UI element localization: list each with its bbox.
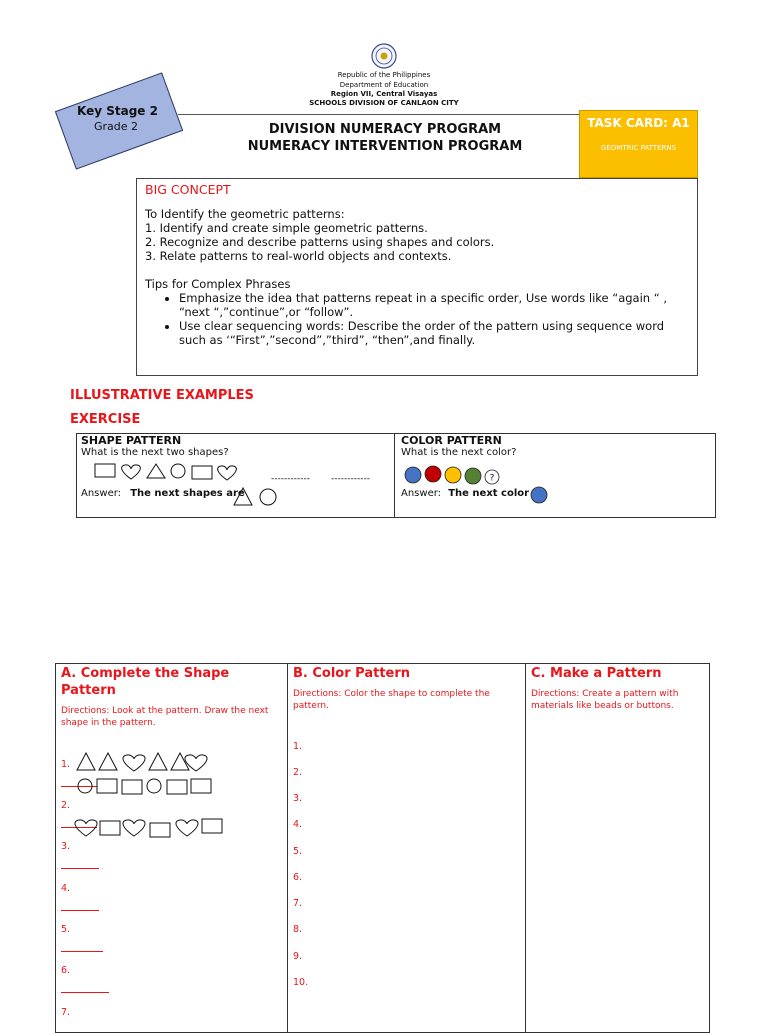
tip-item: • Use clear sequencing words: Describe the order of the pattern using sequence word such as ‘“First”,”second”,”third”, “then”,and finally. — [179, 319, 689, 347]
item-number: 6. — [61, 965, 71, 976]
grade-label: Grade 2 — [94, 120, 139, 133]
tips-list — [145, 291, 689, 347]
answer-line — [61, 910, 99, 911]
item-number: 7. — [61, 1007, 71, 1018]
item-number: 3. — [61, 841, 71, 852]
header-line-4: SCHOOLS DIVISION OF CANLAON CITY — [309, 99, 459, 107]
color-circle — [405, 467, 421, 483]
item-number: 4. — [293, 819, 303, 830]
item-number: 9. — [293, 951, 303, 962]
color-pattern-question: What is the next color? — [401, 447, 517, 458]
answer-shapes — [233, 486, 278, 508]
exercise-title: EXERCISE — [70, 412, 141, 427]
color-circle — [531, 487, 547, 503]
task-card-subtitle: GEOMTRIC PATTERNS — [600, 144, 677, 152]
column-c-directions: Directions: Create a pattern with materials like beads or buttons. — [531, 689, 679, 711]
shape-answer — [81, 488, 245, 499]
answer-text: The next shapes are — [130, 488, 245, 499]
answer-line — [61, 951, 103, 952]
item-number: 4. — [61, 883, 71, 894]
heart-shape — [122, 465, 141, 479]
column-b-title: B. Color Pattern — [293, 666, 411, 681]
item-number: 3. — [293, 793, 303, 804]
tips-heading: Tips for Complex Phrases — [145, 277, 291, 291]
big-concept-heading: BIG CONCEPT — [145, 182, 231, 197]
item-number: 7. — [293, 898, 303, 909]
shape-pattern-cell — [77, 434, 395, 517]
shape-row-2 — [74, 818, 224, 838]
color-pattern-heading: COLOR PATTERN — [401, 434, 502, 447]
task-card — [579, 110, 698, 178]
shape-row-1 — [76, 752, 211, 772]
item-number: 8. — [293, 924, 303, 935]
activity-table — [55, 663, 710, 1033]
color-circle — [465, 468, 481, 484]
item-number: 5. — [61, 924, 71, 935]
column-b — [288, 664, 526, 1032]
question-mark: ? — [489, 473, 495, 484]
column-c — [526, 664, 709, 1032]
program-title-1: DIVISION NUMERACY PROGRAM — [268, 122, 502, 137]
concept-item: 2. Recognize and describe patterns using shapes and colors. — [145, 235, 495, 249]
color-circle — [445, 467, 461, 483]
item-number: 5. — [293, 846, 303, 857]
concept-item: 3. Relate patterns to real-world objects and contexts. — [145, 249, 452, 263]
shape-pattern-heading: SHAPE PATTERN — [81, 434, 182, 447]
tip-item: • Emphasize the idea that patterns repeat in a specific order, Use words like “again “ , “next “,”continue”,or “follow”. — [179, 291, 689, 319]
color-answer — [401, 488, 529, 499]
illustrative-examples-title: ILLUSTRATIVE EXAMPLES — [70, 388, 254, 403]
color-circle — [425, 466, 441, 482]
item-number: 1. — [61, 759, 71, 770]
color-circle-sequence — [402, 465, 512, 487]
big-concept-box — [136, 178, 698, 376]
header-line-1: Republic of the Philippines — [337, 71, 431, 79]
color-answer-circle — [529, 486, 549, 506]
item-number: 2. — [61, 800, 71, 811]
color-pattern-cell — [396, 434, 715, 517]
deped-seal — [371, 43, 397, 69]
column-b-directions: Directions: Color the shape to complete the pattern. — [293, 689, 490, 711]
header-line-3: Region VII, Central Visayas — [330, 90, 438, 98]
header-line-2: Department of Education — [339, 81, 429, 89]
answer-label: Answer: — [81, 488, 122, 499]
item-number: 6. — [293, 872, 303, 883]
shape-row-1b — [76, 777, 216, 797]
column-a-title: A. Complete the Shape Pattern — [61, 666, 230, 698]
header-divider — [178, 114, 580, 115]
item-number: 10. — [293, 977, 309, 988]
task-card-title: TASK CARD: A1 — [587, 116, 690, 130]
column-a — [56, 664, 288, 1032]
concept-intro: To Identify the geometric patterns: — [145, 207, 345, 221]
answer-line — [61, 992, 109, 993]
exercise-table — [76, 433, 716, 518]
program-title-2: NUMERACY INTERVENTION PROGRAM — [247, 139, 523, 154]
shape-pattern-question: What is the next two shapes? — [81, 447, 229, 458]
color-answer-label: Answer: — [401, 488, 442, 499]
answer-blank-1: ------------ — [271, 474, 310, 484]
shape-sequence — [95, 462, 245, 482]
column-c-title: C. Make a Pattern — [531, 666, 662, 681]
item-number: 2. — [293, 767, 303, 778]
concept-item: 1. Identify and create simple geometric patterns. — [145, 221, 428, 235]
key-stage-label: Key Stage 2 — [77, 104, 158, 118]
answer-line — [61, 868, 99, 869]
color-answer-text: The next color — [448, 488, 530, 499]
item-number: 1. — [293, 741, 303, 752]
column-a-directions: Directions: Look at the pattern. Draw the next shape in the pattern. — [61, 706, 269, 728]
answer-blank-2: ------------ — [331, 474, 370, 484]
